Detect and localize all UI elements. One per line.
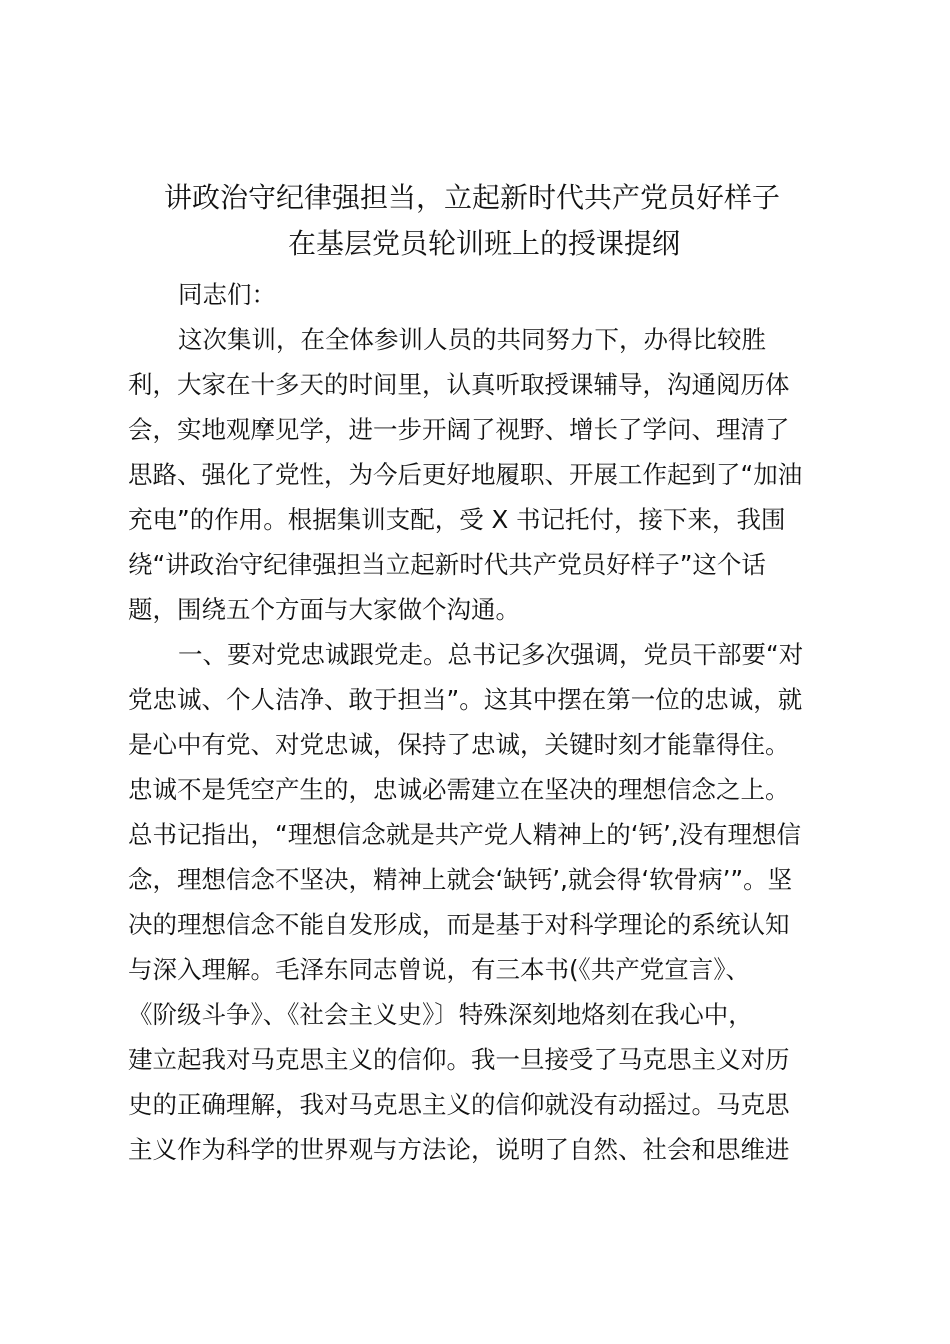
body-line: 会，实地观摩见学，进一步开阔了视野、增长了学问、理清了	[128, 415, 790, 444]
body-line: 充电”的作用。根据集训支配，受 X 书记托付，接下来，我围	[128, 505, 786, 534]
document-subtitle: 在基层党员轮训班上的授课提纲	[288, 227, 681, 260]
body-line: 思路、强化了党性，为今后更好地履职、开展工作起到了“加油	[128, 460, 803, 489]
document-title: 讲政治守纪律强担当，立起新时代共产党员好样子	[164, 181, 781, 214]
body-line: 念，理想信念不坚决，精神上就会‘缺钙’,就会得‘软骨病’”。坚	[128, 865, 793, 894]
body-line: 这次集训，在全体参训人员的共同努力下，办得比较胜	[178, 325, 766, 354]
body-line: 是心中有党、对党忠诚，保持了忠诚，关键时刻才能靠得住。	[128, 730, 790, 759]
document-body	[128, 272, 840, 1172]
body-line: 总书记指出，“理想信念就是共产党人精神上的‘钙’,没有理想信	[128, 820, 802, 849]
body-line: 党忠诚、个人洁净、敢于担当”。这其中摆在第一位的忠诚，就	[128, 685, 803, 714]
body-line: 史的正确理解，我对马克思主义的信仰就没有动摇过。马克思	[128, 1090, 790, 1119]
body-line: 建立起我对马克思主义的信仰。我一旦接受了马克思主义对历	[128, 1045, 790, 1074]
body-line: 题，围绕五个方面与大家做个沟通。	[128, 595, 520, 624]
body-line: 利，大家在十多天的时间里，认真听取授课辅导，沟通阅历体	[128, 370, 790, 399]
body-line: 《阶级斗争》、《社会主义史》〕特殊深刻地烙刻在我心中，	[128, 1000, 753, 1029]
body-line: 绕“讲政治守纪律强担当立起新时代共产党员好样子”这个话	[128, 550, 766, 579]
body-line: 忠诚不是凭空产生的，忠诚必需建立在坚决的理想信念之上。	[128, 775, 790, 804]
salutation: 同志们：	[178, 280, 276, 309]
body-line: 主义作为科学的世界观与方法论，说明了自然、社会和思维进	[128, 1135, 790, 1164]
body-line: 与深入理解。毛泽东同志曾说，有三本书(《共产党宣言》、	[128, 955, 751, 984]
body-line: 决的理想信念不能自发形成，而是基于对科学理论的系统认知	[128, 910, 790, 939]
body-line: 一、要对党忠诚跟党走。总书记多次强调，党员干部要“对	[178, 640, 804, 669]
